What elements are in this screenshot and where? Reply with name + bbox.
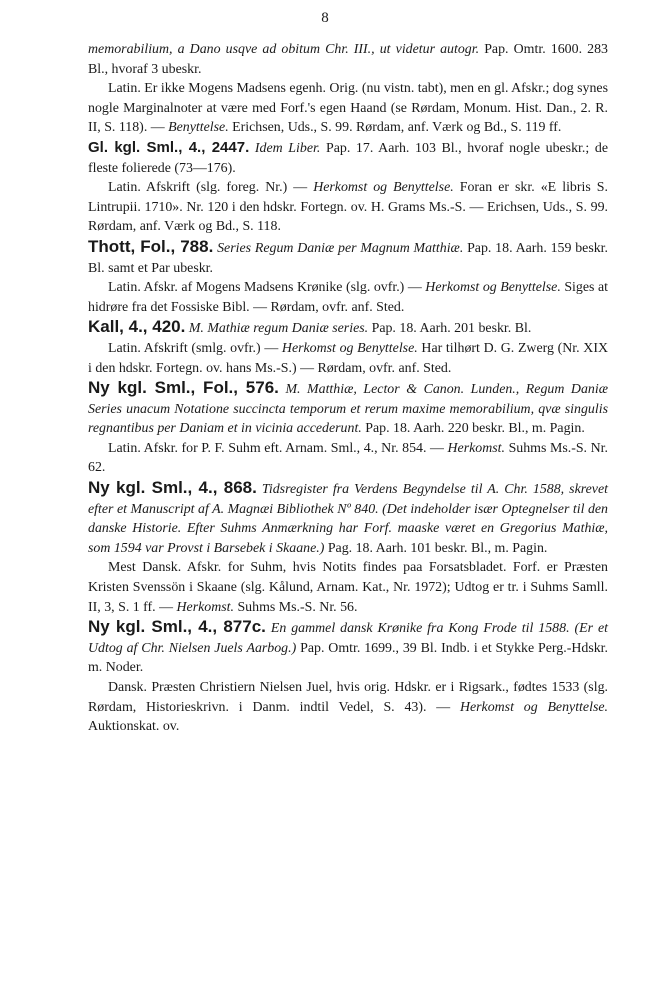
italic-text: Herkomst og Benyttelse.: [425, 280, 561, 296]
body-text: Suhms Ms.-S. Nr. 56.: [233, 599, 358, 615]
italic-text: memorabilium, a Dano usqve ad obitum Chr. III., ut videtur autogr.: [88, 42, 480, 57]
shelfmark: Ny kgl. Sml., 4., 868.: [88, 478, 257, 498]
body-text: Mest Dansk. Afskr. for Suhm, hvis Notits findes paa Forsatsbladet. Forf. er Præsten Kristen Svenssön i Skaane (slg. Kålund, Arnam. Kat., Nr. 1972); Udtog er tr. i Suhms Samll. II, 3, S. 1 ff. —: [88, 560, 608, 615]
entry-heading-line: [88, 40, 608, 79]
entry-paragraph: [88, 558, 608, 617]
italic-text: Herkomst og Benyttelse.: [281, 340, 418, 356]
body-text: Pap. 18. Aarh. 159 beskr. Bl. samt et Par ubeskr.: [88, 240, 609, 276]
entry-heading-line: [88, 138, 608, 178]
italic-text: En gammel dansk Krønike fra Kong Frode til 1588. (Er et Udtog af Chr. Nielsen Juels Aarbog.): [88, 621, 608, 656]
italic-text: Idem Liber.: [254, 140, 321, 156]
body-text: Latin. Afskrift (smlg. ovfr.) —: [108, 340, 282, 356]
entry-heading-line: [88, 237, 608, 278]
shelfmark: Gl. kgl. Sml., 4., 2447.: [88, 138, 250, 156]
italic-text: Tidsregister fra Verdens Begyndelse til A. Chr. 1588, skrevet efter et Manuscript af A. Magnæi Bibliothek Nº 840. (Det indeholder især Optegnelser til den danske Historie. Efter Suhms Anmærkning har Forf. maaske været en Gregorius Mathiæ, som 1594 var Provst i Barsebek i Skaane.): [88, 482, 608, 556]
body-text: Suhms Ms.-S. Nr. 62.: [88, 440, 608, 476]
body-text: Foran er skr. «E libris S. Lintrupii. 1710». Nr. 120 i den hdskr. Fortegn. ov. H. Grams Ms.-S. — Erichsen, Uds., S. 99. Rørdam, anf. Værk og Bd., S. 118.: [88, 180, 608, 235]
italic-text: Herkomst og Benyttelse.: [459, 699, 608, 715]
body-text: Latin. Er ikke Mogens Madsens egenh. Orig. (nu vistn. tabt), men en gl. Afskr.; dog synes nogle Marginalnoter at være med Forf.'s egen Haand (se Rørdam, Monum. Hist. Dan., 2. R. II, S. 118). —: [88, 81, 608, 136]
entry-paragraph: [88, 278, 608, 317]
body-text: Pap. 18. Aarh. 201 beskr. Bl.: [368, 321, 532, 337]
body-text: Erichsen, Uds., S. 99. Rørdam, anf. Værk og Bd., S. 119 ff.: [228, 120, 562, 136]
body-text: Pap. 18. Aarh. 220 beskr. Bl., m. Pagin.: [361, 421, 585, 437]
body-text: Pap. Omtr. 1600. 283 Bl., hvoraf 3 ubeskr.: [88, 42, 608, 77]
entry-paragraph: [88, 678, 608, 737]
entry-heading-line: [88, 478, 608, 558]
page-number: 8: [321, 10, 329, 26]
body-text: Auktionskat. ov.: [88, 719, 180, 735]
entry-paragraph: [88, 339, 608, 378]
entry-paragraph: [88, 439, 608, 478]
catalog-text: [88, 40, 608, 737]
shelfmark: Thott, Fol., 788.: [88, 236, 214, 256]
italic-text: M. Mathiæ regum Daniæ series.: [188, 321, 369, 337]
italic-text: Herkomst.: [447, 440, 505, 456]
entry-heading-line: [88, 317, 608, 339]
body-text: Pap. 17. Aarh. 103 Bl., hvoraf nogle ubeskr.; de fleste folierede (73—176).: [88, 140, 608, 176]
body-text: Latin. Afskrift (slg. foreg. Nr.) —: [108, 180, 314, 196]
shelfmark: Kall, 4., 420.: [88, 317, 186, 337]
italic-text: M. Matthiæ, Lector & Canon. Lunden., Regum Daniæ Series unacum Notatione succincta temporum et rerum maxime memorabilium, qvæ singulis regnantibus per Daniam et in vicinia accederunt.: [88, 382, 608, 437]
entry-heading-line: [88, 617, 608, 678]
body-text: Siges at hidrøre fra det Fossiske Bibl. — Rørdam, ovfr. anf. Sted.: [88, 280, 608, 315]
italic-text: Benyttelse.: [168, 120, 229, 136]
shelfmark: Ny kgl. Sml., 4., 877c.: [88, 617, 266, 637]
italic-text: Series Regum Daniæ per Magnum Matthiæ.: [217, 240, 464, 256]
body-text: Pag. 18. Aarh. 101 beskr. Bl., m. Pagin.: [324, 540, 548, 556]
body-text: Latin. Afskr. for P. F. Suhm eft. Arnam. Sml., 4., Nr. 854. —: [108, 440, 448, 456]
italic-text: Herkomst og Benyttelse.: [313, 180, 454, 196]
entry-heading-line: [88, 378, 608, 439]
entry-paragraph: [88, 79, 608, 138]
shelfmark: Ny kgl. Sml., Fol., 576.: [88, 378, 279, 398]
body-text: Latin. Afskr. af Mogens Madsens Krønike (slg. ovfr.) —: [108, 280, 426, 296]
italic-text: Herkomst.: [176, 599, 234, 615]
body-text: Pap. Omtr. 1699., 39 Bl. Indb. i et Stykke Perg.-Hdskr. m. Noder.: [88, 640, 608, 676]
entry-paragraph: [88, 178, 608, 237]
body-text: Dansk. Præsten Christiern Nielsen Juel, hvis orig. Hdskr. er i Rigsark., fødtes 1533 (slg. Rørdam, Historieskrivn. i Danm. indtil Vedel, S. 43). —: [88, 680, 608, 715]
body-text: Har tilhørt D. G. Zwerg (Nr. XIX i den hdskr. Fortegn. ov. hans Ms.-S.) — Rørdam, ovfr. anf. Sted.: [88, 340, 608, 376]
